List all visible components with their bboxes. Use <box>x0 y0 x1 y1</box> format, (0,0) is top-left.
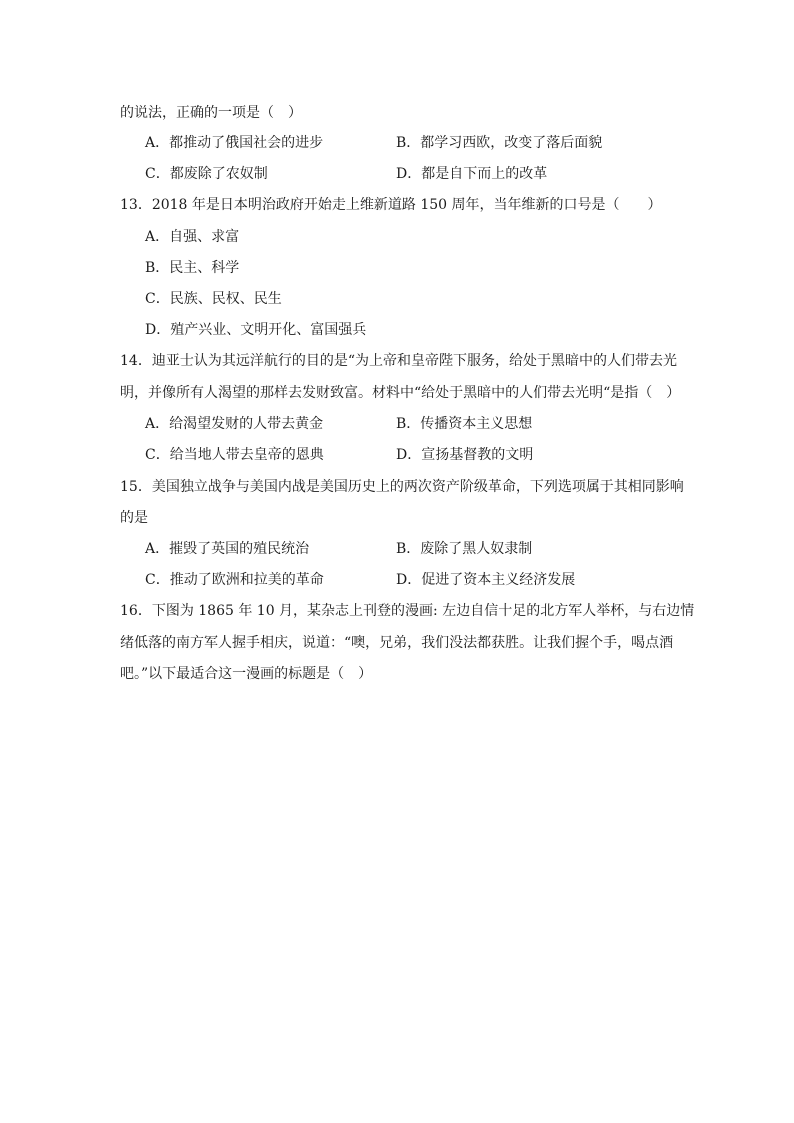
q14-stem-line-2: 明，并像所有人渴望的那样去发财致富。材料中“给处于黑暗中的人们带去光明“是指（ ） <box>120 385 681 401</box>
q13-option-b: B．民主、科学 <box>145 260 240 276</box>
q12-stem-continuation: 的说法，正确的一项是（ ） <box>120 105 302 121</box>
q12-option-c: C．都废除了农奴制 <box>145 166 268 182</box>
q15-stem-line-1: 15．美国独立战争与美国内战是美国历史上的两次资产阶级革命，下列选项属于其相同影响 <box>120 479 684 495</box>
q15-stem-line-2: 的是 <box>120 510 148 526</box>
q15-option-c: C．推动了欧洲和拉美的革命 <box>145 572 324 588</box>
q13-stem: 13．2018 年是日本明治政府开始走上维新道路 150 周年，当年维新的口号是（ ） <box>120 197 662 213</box>
q15-option-a: A．摧毁了英国的殖民统治 <box>145 541 310 557</box>
q15-option-b: B．废除了黑人奴隶制 <box>396 541 533 557</box>
q14-option-b: B．传播资本主义思想 <box>396 416 533 432</box>
q14-option-a: A．给渴望发财的人带去黄金 <box>145 416 324 432</box>
q16-stem-line-2: 绪低落的南方军人握手相庆，说道：“噢，兄弟，我们没法都获胜。让我们握个手，喝点酒 <box>120 635 674 651</box>
q14-option-c: C．给当地人带去皇帝的恩典 <box>145 447 324 463</box>
q13-option-d: D．殖产兴业、文明开化、富国强兵 <box>145 322 367 338</box>
q16-stem-line-1: 16．下图为 1865 年 10 月，某杂志上刊登的漫画: 左边自信十足的北方军人举杯，与右边情 <box>120 603 695 619</box>
q12-option-a: A．都推动了俄国社会的进步 <box>145 135 324 151</box>
q15-option-d: D．促进了资本主义经济发展 <box>396 572 576 588</box>
q12-option-b: B．都学习西欧，改变了落后面貌 <box>396 135 603 151</box>
q13-option-c: C．民族、民权、民生 <box>145 291 282 307</box>
q14-option-d: D．宣扬基督教的文明 <box>396 447 534 463</box>
q14-stem-line-1: 14．迪亚士认为其远洋航行的目的是“为上帝和皇帝陛下服务，给处于黑暗中的人们带去光 <box>120 353 677 369</box>
q16-stem-line-3: 吧。”以下最适合这一漫画的标题是（ ） <box>120 666 373 682</box>
q13-option-a: A．自强、求富 <box>145 229 240 245</box>
q12-option-d: D．都是自下而上的改革 <box>396 166 548 182</box>
